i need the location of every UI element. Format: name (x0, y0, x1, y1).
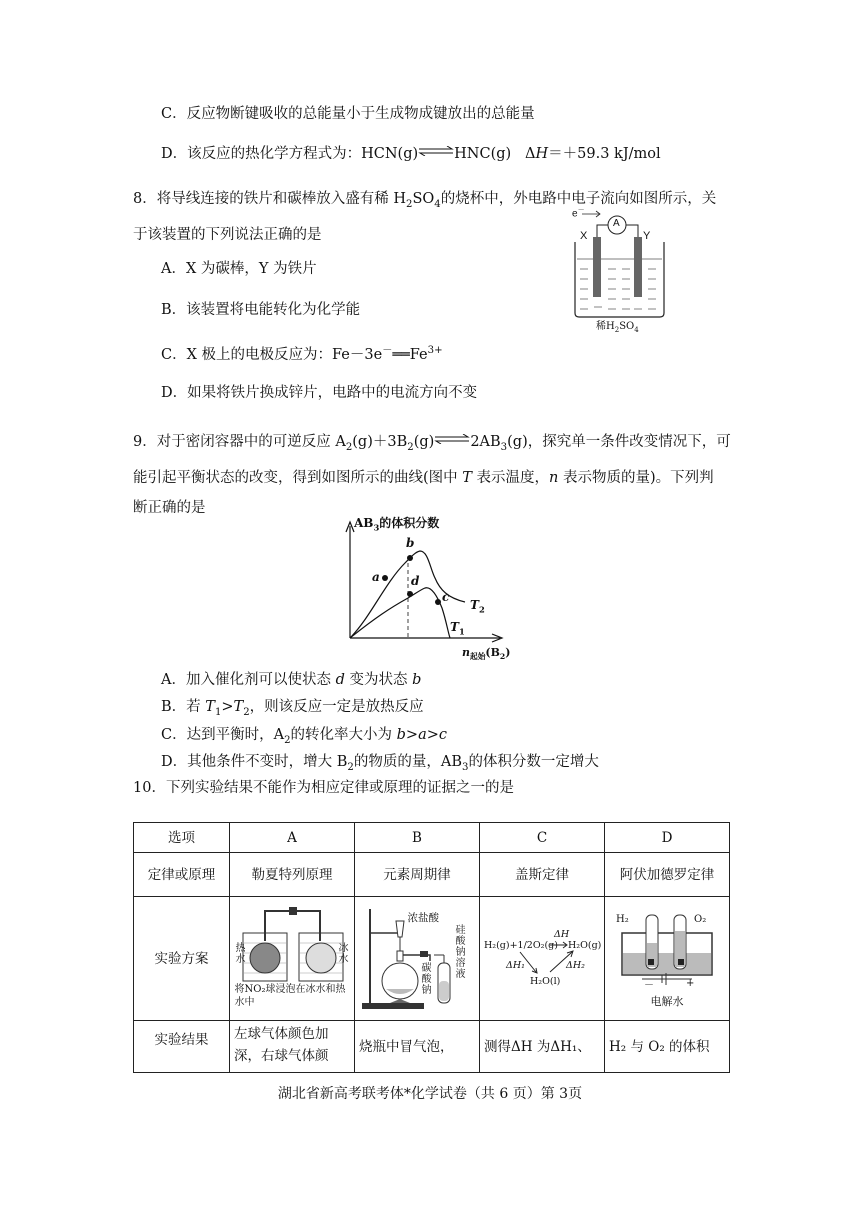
chart-ylabel (354, 514, 439, 532)
hess-dh2: ΔH₂ (566, 959, 585, 971)
header-cell: D (605, 823, 730, 853)
ylabel-tail: 的体积分数 (379, 516, 440, 530)
hess-dh1: ΔH₁ (506, 959, 525, 971)
iron-charge: 3+ (427, 345, 443, 356)
hess-dh: ΔH (554, 928, 570, 940)
hess-liquid: H₂O(l) (530, 975, 561, 987)
q8-option-c-text: C．X 极上的电极反应为：Fe－3e (161, 346, 383, 363)
hess-half: 1/2 (517, 939, 533, 951)
ammeter-label: A (613, 218, 620, 229)
ylabel-sub: 3 (373, 522, 380, 533)
hess-product: H₂O(g) (568, 939, 602, 951)
table-row (134, 853, 730, 897)
point-a (382, 575, 388, 581)
plan-c-cell (480, 897, 605, 1021)
q9-line2-b: 表示温度， (476, 469, 550, 486)
electron-charge: － (382, 345, 393, 356)
label-b: b (406, 536, 415, 550)
electron-symbol: e (572, 208, 578, 220)
q9a-b: b (412, 672, 422, 688)
point-c (435, 599, 441, 605)
q9-line1-b: (g)＋3B (352, 434, 408, 450)
q10-table (133, 822, 730, 1073)
enthalpy-symbol: H (535, 146, 549, 162)
q9d-2: 的物质的量，AB (353, 754, 462, 770)
q7-option-d (161, 144, 661, 164)
law-cell: 勒夏特列原理 (230, 853, 355, 897)
plan-d-figure (612, 909, 722, 1009)
q8-option-c-product: ══Fe (392, 346, 428, 363)
q7-option-c: C．反应物断键吸收的总能量小于生成物成键放出的总能量 (161, 106, 535, 122)
q8-stem-line2: 于该装置的下列说法正确的是 (133, 226, 322, 243)
delta-symbol: Δ (525, 146, 536, 162)
q9b-1: B．若 (161, 699, 201, 715)
law-cell: 元素周期律 (355, 853, 480, 897)
o2-label: O₂ (694, 913, 707, 925)
table-row (134, 1021, 730, 1073)
table-row (134, 823, 730, 853)
q7-option-d-text: D．该反应的热化学方程式为：HCN(g) (161, 146, 419, 162)
electrolysis-caption: 电解水 (650, 994, 684, 1008)
xlabel-sub2: 2 (499, 652, 506, 662)
row-label: 实验结果 (134, 1021, 230, 1073)
q8-stem: 8．将导线连接的铁片和碳棒放入盛有稀 $H_2SO_4$的烧杯中，外电路中电子流向如图所示，关 于该装置的下列说法正确的是 (133, 191, 717, 243)
q9a-2: 变为状态 (349, 672, 408, 688)
result-cell: H₂ 与 O₂ 的体积 (605, 1021, 730, 1073)
point-d (407, 591, 413, 597)
acid-sub1: 2 (614, 326, 620, 334)
q9-line1-d: 2AB (470, 434, 501, 450)
label-a: a (372, 570, 380, 584)
ylabel-text: AB (354, 516, 374, 530)
acid-text: 稀H (596, 321, 615, 332)
positive-terminal-label: + (686, 977, 695, 989)
electrode-y-label: Y (643, 230, 651, 242)
plan-a-cell (230, 897, 355, 1021)
t1-sub: 1 (458, 626, 465, 637)
point-b (407, 555, 413, 561)
hess-h2: H₂(g)+ (484, 939, 518, 951)
q9-option-a (161, 670, 421, 690)
conc-hcl-label: 浓盐酸 (407, 911, 439, 924)
label-c: c (442, 590, 450, 604)
curve-t1 (350, 588, 450, 638)
no2-bulbs-drawing (235, 903, 350, 983)
page-footer: 湖北省新高考联考体*化学试卷（共 6 页）第 3页 (277, 1086, 583, 1102)
sodium-silicate-label: 硅酸钠溶液 (455, 924, 466, 980)
label-t1 (450, 620, 465, 636)
xlabel-tail: (B (485, 646, 500, 659)
galvanic-cell-figure (572, 207, 672, 337)
row-label: 实验方案 (134, 897, 230, 1021)
xlabel-sub: 起始 (470, 652, 486, 662)
q9b-t1: T (205, 699, 215, 715)
row-label: 定律或原理 (134, 853, 230, 897)
q9-line2-c: 表示物质的量)。下列判 (563, 469, 714, 486)
q9-option-c: C．达到平衡时，$A_2$的转化率大小为 b>a>c (161, 727, 447, 746)
q9b-2: ，则该反应一定是放热反应 (249, 699, 424, 715)
h2-label: H₂ (616, 913, 629, 925)
label-d: d (411, 574, 420, 588)
q9b-gt: > (221, 699, 234, 715)
q9-line1-c: (g) (413, 434, 435, 450)
q9-line2-a: 能引起平衡状态的改变，得到如图所示的曲线(图中 (133, 469, 458, 486)
q9d-1: D．其他条件不变时，增大 B (161, 754, 348, 770)
header-cell: B (355, 823, 480, 853)
q10-stem: 10．下列实验结果不能作为相应定律或原理的证据之一的是 (133, 780, 514, 796)
q8-option-d: D．如果将铁片换成锌片，电路中的电流方向不变 (161, 385, 478, 401)
q9-line1-a: 9．对于密闭容器中的可逆反应 A (133, 434, 346, 450)
t1-symbol: T (450, 620, 459, 634)
label-t2 (470, 598, 485, 614)
t2-sub: 2 (478, 604, 485, 615)
q9-stem: 9．对于密闭容器中的可逆反应 $A_2(g)+3B_2(g)$ $2AB_3(g)$，探究单一条件改变情况下，可 能引起平衡状态的改变，得到如图所示的曲线(图中 T 表示温度，n 表示物质的量)。下列判 断正确的是 (133, 427, 743, 523)
hess-o2: O₂(g) (532, 939, 558, 951)
chart-xlabel (462, 646, 510, 662)
result-cell: 左球气体颜色加深，右球气体颜 (230, 1021, 355, 1073)
q9c-2: 的转化率大小为 (290, 727, 393, 743)
q9-option-b: B．若 $T_1>T_2$，则该反应一定是放热反应 (161, 699, 424, 718)
plan-b-figure (360, 903, 475, 1015)
q9-temp-symbol: T (462, 469, 472, 486)
result-cell: 烧瓶中冒气泡， (355, 1021, 480, 1073)
q7-dh-value: ＝＋59.3 kJ/mol (548, 146, 661, 162)
q9-n-symbol: n (549, 469, 559, 486)
table-row (134, 897, 730, 1021)
q9c-order: b>a>c (396, 727, 447, 743)
header-cell: C (480, 823, 605, 853)
q8-stem-c: 的烧杯中，外电路中电子流向如图所示，关 (440, 191, 717, 207)
law-cell: 阿伏加德罗定律 (605, 853, 730, 897)
plan-d-cell (605, 897, 730, 1021)
header-cell: 选项 (134, 823, 230, 853)
t2-symbol: T (470, 598, 479, 612)
q9-chart (330, 508, 530, 668)
plan-c-figure (484, 924, 602, 994)
q9-line1-e: (g)，探究单一条件改变情况下，可 (507, 434, 731, 450)
electron-label (572, 205, 585, 219)
ice-water-label: 冰水 (338, 942, 349, 965)
q8-stem-b: SO (412, 191, 435, 207)
law-cell: 盖斯定律 (480, 853, 605, 897)
q8-option-a: A．X 为碳棒，Y 为铁片 (161, 261, 317, 277)
acid-so: SO (619, 321, 635, 332)
plan-a-figure (235, 903, 350, 1015)
plan-a-caption: 将NO₂球浸泡在冰水和热水中 (234, 983, 346, 1008)
q7-product: HNC(g) (454, 146, 512, 162)
acid-sub2: 4 (634, 326, 639, 334)
acid-label (596, 317, 639, 334)
result-cell: 测得ΔH 为ΔH₁、 (480, 1021, 605, 1073)
q8-stem-a: 8．将导线连接的铁片和碳棒放入盛有稀 H (133, 191, 406, 207)
q9-line3: 断正确的是 (133, 499, 206, 516)
xlabel-close: ) (505, 646, 511, 659)
q8-option-b: B．该装置将电能转化为化学能 (161, 302, 361, 318)
q9a-1: A．加入催化剂可以使状态 (161, 672, 331, 688)
q9c-1: C．达到平衡时，A (161, 727, 285, 743)
q9d-3: 的体积分数一定增大 (468, 754, 599, 770)
q9-option-d: D．其他条件不变时，增大 $B_2$的物质的量，$AB_3$的体积分数一定增大 (161, 754, 599, 773)
negative-terminal-label: － (644, 979, 654, 991)
q8-option-c (161, 341, 443, 365)
q9b-t2: T (233, 699, 244, 715)
sodium-carbonate-label: 碳酸钠 (421, 962, 432, 996)
equilibrium-arrow-icon (418, 142, 454, 162)
q9a-d: d (335, 672, 345, 688)
equilibrium-arrow-icon (434, 425, 470, 455)
xlabel-n: n (462, 646, 470, 659)
electron-sup: － (577, 207, 585, 214)
electrode-x-label: X (580, 230, 588, 242)
header-cell: A (230, 823, 355, 853)
plan-b-cell (355, 897, 480, 1021)
hot-water-label: 热水 (235, 942, 246, 965)
